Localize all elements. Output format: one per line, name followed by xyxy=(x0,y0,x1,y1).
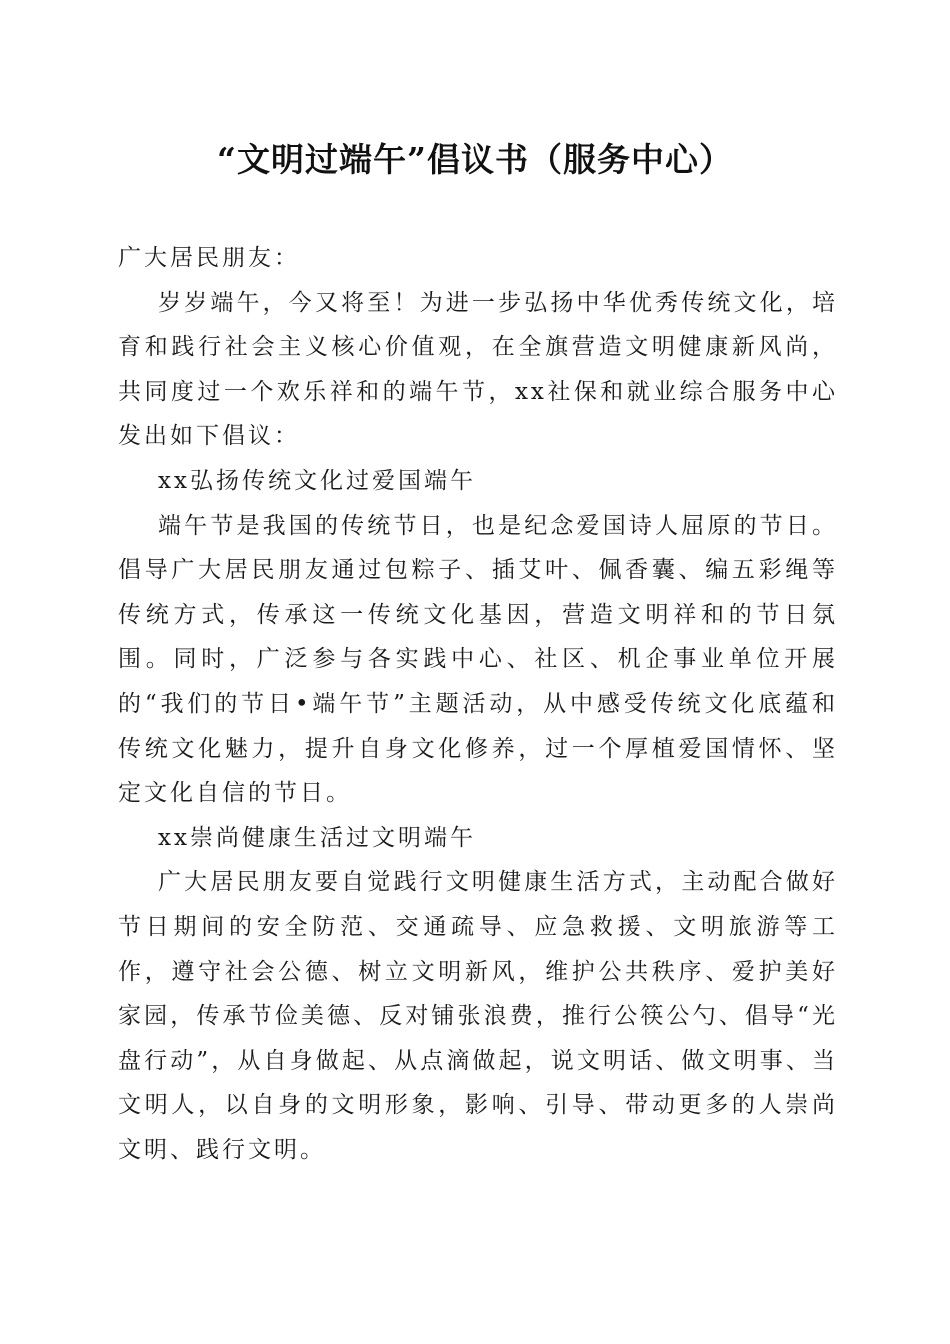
section-paragraph-2: 广大居民朋友要自觉践行文明健康生活方式，主动配合做好节日期间的安全防范、交通疏导、应急救援、文明旅游等工作，遵守社会公德、树立文明新风，维护公共秩序、爱护美好家园，传承节俭美德、反对铺张浪费，推行公筷公勺、倡导“光盘行动”，从自身做起、从点滴做起，说文明话、做文明事、当文明人，以自身的文明形象，影响、引导、带动更多的人崇尚文明、践行文明。 xyxy=(118,869,838,1163)
section-paragraph-1: 端午节是我国的传统节日，也是纪念爱国诗人屈原的节日。倡导广大居民朋友通过包粽子、插艾叶、佩香囊、编五彩绳等传统方式，传承这一传统文化基因，营造文明祥和的节日氛围。同时，广泛参与各实践中心、社区、机企事业单位开展的“我们的节日•端午节”主题活动，从中感受传统文化底蕴和传统文化魅力，提升自身文化修养，过一个厚植爱国情怀、坚定文化自信的节日。 xyxy=(118,512,838,807)
section-heading-2: xx崇尚健康生活过文明端午 xyxy=(158,824,476,851)
section-heading-1: xx弘扬传统文化过爱国端午 xyxy=(158,467,476,494)
document-body xyxy=(118,236,838,1172)
intro-paragraph: 岁岁端午，今又将至！为进一步弘扬中华优秀传统文化，培育和践行社会主义核心价值观，在全旗营造文明健康新风尚，共同度过一个欢乐祥和的端午节，xx社保和就业综合服务中心发出如下倡议： xyxy=(118,289,838,450)
document-title: “文明过端午”倡议书（服务中心） xyxy=(217,140,733,179)
salutation: 广大居民朋友： xyxy=(118,245,300,271)
